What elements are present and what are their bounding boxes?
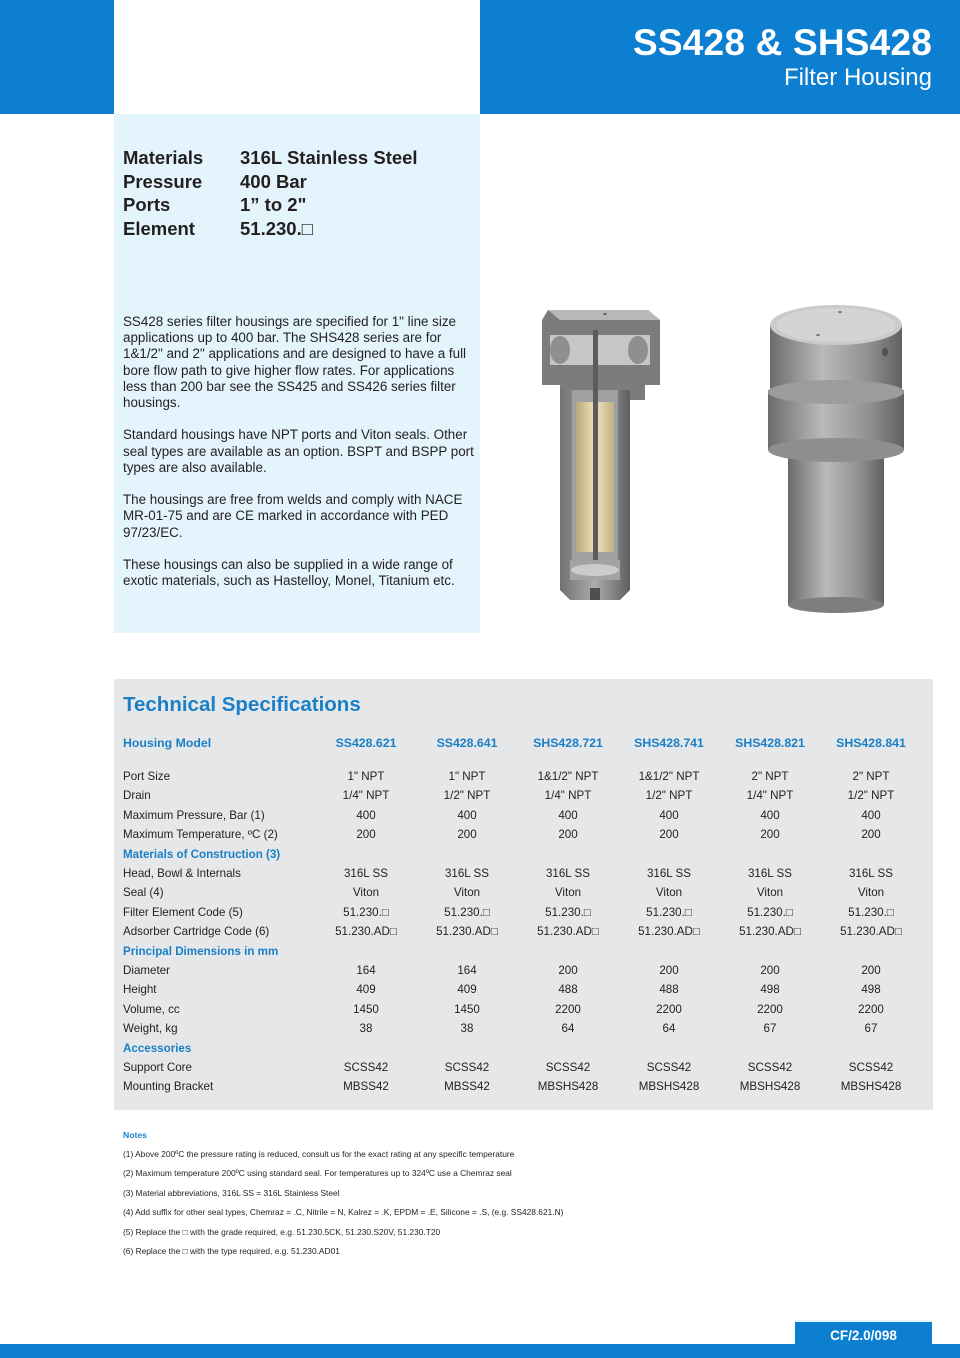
spec-key: Ports	[123, 194, 171, 215]
table-cell: 1450	[353, 1002, 379, 1016]
table-cell: 2" NPT	[852, 770, 890, 783]
row-label: Diameter	[123, 964, 171, 977]
table-row	[123, 883, 923, 902]
table-cell: 409	[457, 983, 477, 997]
table-row	[123, 1058, 923, 1077]
table-cell: 1/2" NPT	[847, 789, 895, 803]
table-cell: Viton	[554, 886, 582, 900]
section-label: Accessories	[123, 1041, 192, 1055]
spec-key: Pressure	[123, 170, 203, 192]
table-cell: 51.230.AD□	[436, 925, 498, 939]
table-cell: 200	[356, 828, 376, 842]
note-item: (6) Replace the □ with the type required, e.g. 51.230.AD01	[123, 1245, 340, 1256]
spec-pressure	[123, 170, 418, 194]
table-cell: 488	[659, 983, 679, 997]
table-cell: 51.230.AD□	[638, 925, 700, 939]
table-cell: MBSS42	[444, 1080, 490, 1094]
table-cell: 400	[760, 808, 780, 822]
table-cell: 164	[356, 964, 376, 977]
table-row	[123, 1019, 923, 1038]
table-cell: 200	[760, 828, 780, 842]
table-cell: 51.230.AD□	[739, 925, 801, 939]
table-cell: 498	[861, 983, 881, 997]
table-cell: 1/4" NPT	[544, 789, 592, 803]
table-cell: 51.230.□	[646, 905, 692, 919]
table-cell: 1/2" NPT	[645, 789, 693, 803]
table-cell: 1/4" NPT	[342, 789, 390, 803]
spec-key: Element	[123, 217, 195, 239]
table-cell: 200	[558, 828, 578, 842]
table-cell: 64	[561, 1022, 575, 1036]
model-header: SHS428.841	[836, 736, 906, 750]
table-cell: SCSS42	[848, 1061, 894, 1074]
description-paragraph: Standard housings have NPT ports and Viton seals. Other seal types are available as an option. BSPT and BSPP port types are also available.	[123, 427, 474, 475]
table-row	[123, 903, 923, 922]
table-cell: 200	[558, 964, 578, 977]
note-item: (2) Maximum temperature 200ºC using standard seal. For temperatures up to 324ºC use a Chemraz seal	[123, 1168, 512, 1179]
row-label: Head, Bowl & Internals	[123, 867, 241, 880]
table-cell: 51.230.□	[848, 905, 894, 919]
note-item: (1) Above 200ºC the pressure rating is reduced, consult us for the exact rating at any specific temperature	[123, 1149, 515, 1159]
product-subtitle: Filter Housing	[783, 64, 932, 91]
table-row	[123, 980, 923, 999]
description-paragraph: These housings can also be supplied in a wide range of exotic materials, such as Hastelloy, Monel, Titanium etc.	[123, 557, 455, 589]
table-row	[123, 806, 923, 825]
table-cell: 1/4" NPT	[746, 789, 794, 803]
table-cell: 38	[359, 1022, 373, 1036]
row-label: Support Core	[123, 1061, 192, 1074]
spec-key: Materials	[123, 147, 204, 168]
table-cell: 400	[558, 808, 578, 822]
table-cell: 67	[763, 1022, 777, 1036]
table-cell: MBSHS428	[537, 1080, 599, 1094]
table-cell: 1" NPT	[347, 770, 385, 783]
key-specs	[123, 146, 418, 240]
spec-element	[123, 217, 418, 241]
row-label: Mounting Bracket	[123, 1080, 214, 1094]
model-header: SHS428.821	[735, 736, 805, 750]
notes-title: Notes	[123, 1130, 147, 1140]
table-cell: 316L SS	[444, 867, 490, 880]
table-cell: 2200	[858, 1002, 884, 1016]
table-cell: 2200	[555, 1002, 581, 1016]
description-paragraph: The housings are free from welds and comply with NACE MR-01-75 and are CE marked in accordance with PED 97/23/EC.	[123, 492, 463, 540]
row-label: Maximum Pressure, Bar (1)	[123, 808, 265, 822]
table-cell: MBSS42	[343, 1080, 389, 1094]
table-row	[123, 825, 923, 844]
table-cell: 200	[861, 828, 881, 842]
table-row	[123, 864, 923, 883]
table-row	[123, 922, 923, 941]
description-paragraph: SS428 series filter housings are specified for 1" line size applications up to 400 bar. The SHS428 series are for 1&1/2" and 2" applications and are designed to have a full bore flow path to give higher flow rates. For applications less than 200 bar see the SS425 and SS426 series filter housings.	[123, 314, 467, 411]
table-cell: 200	[861, 964, 881, 977]
product-title: SS428 & SHS428	[633, 22, 932, 63]
table-row	[123, 767, 923, 786]
table-cell: 409	[356, 983, 376, 997]
table-cell: SCSS42	[545, 1061, 591, 1074]
model-header: SS428.641	[436, 736, 498, 750]
table-cell: 400	[861, 808, 881, 822]
document-code: CF/2.0/098	[795, 1320, 932, 1350]
section-header-row	[123, 845, 923, 864]
row-label: Filter Element Code (5)	[123, 905, 243, 919]
specs-title: Technical Specifications	[123, 693, 361, 716]
table-cell: 498	[760, 983, 780, 997]
table-cell: 64	[662, 1022, 676, 1036]
section-label: Principal Dimensions in mm	[123, 944, 279, 958]
spec-value: 316L Stainless Steel	[240, 147, 418, 168]
model-header: SHS428.721	[533, 736, 603, 750]
table-cell: 1&1/2" NPT	[638, 770, 700, 783]
row-label: Weight, kg	[123, 1022, 178, 1036]
spec-value: 1” to 2"	[240, 194, 307, 215]
table-cell: 1" NPT	[448, 770, 486, 783]
table-cell: Viton	[453, 886, 481, 900]
row-label: Maximum Temperature, ºC (2)	[123, 828, 278, 842]
description	[123, 314, 475, 606]
model-header: SS428.621	[335, 736, 397, 750]
spec-value: 400 Bar	[240, 170, 307, 192]
table-cell: MBSHS428	[739, 1080, 801, 1094]
table-row	[123, 786, 923, 805]
housing-model-header: Housing Model	[123, 736, 212, 750]
section-header-row	[123, 1039, 923, 1058]
table-cell: 200	[457, 828, 477, 842]
table-cell: 1&1/2" NPT	[537, 770, 599, 783]
table-cell: 51.230.□	[343, 905, 389, 919]
housing-cutaway-image	[520, 290, 670, 610]
table-cell: 38	[460, 1022, 474, 1036]
table-cell: Viton	[756, 886, 784, 900]
section-header-row	[123, 942, 923, 961]
table-cell: 2200	[656, 1002, 682, 1016]
table-cell: 2" NPT	[751, 770, 789, 783]
table-cell: 316L SS	[848, 867, 894, 880]
table-cell: Viton	[857, 886, 885, 900]
table-cell: SCSS42	[444, 1061, 490, 1074]
table-row	[123, 1077, 923, 1096]
table-row	[123, 1000, 923, 1019]
row-label: Drain	[123, 789, 151, 803]
note-item: (3) Material abbreviations, 316L SS = 316L Stainless Steel	[123, 1187, 340, 1198]
table-cell: 200	[760, 964, 780, 977]
table-cell: Viton	[352, 886, 380, 900]
table-cell: 200	[659, 828, 679, 842]
table-cell: 316L SS	[545, 867, 591, 880]
row-label: Height	[123, 983, 157, 997]
spec-ports	[123, 193, 418, 217]
table-cell: 67	[864, 1022, 878, 1036]
row-label: Port Size	[123, 770, 171, 783]
table-cell: 51.230.□	[545, 905, 591, 919]
table-cell: SCSS42	[343, 1061, 389, 1074]
model-header: SHS428.741	[634, 736, 704, 750]
table-cell: 316L SS	[747, 867, 793, 880]
table-cell: 1450	[454, 1002, 480, 1016]
table-cell: SCSS42	[747, 1061, 793, 1074]
spec-materials	[123, 146, 418, 170]
header-accent-block	[0, 0, 114, 114]
table-row	[123, 961, 923, 980]
table-cell: 164	[457, 964, 477, 977]
table-cell: 51.230.□	[747, 905, 793, 919]
table-cell: MBSHS428	[840, 1080, 902, 1094]
table-cell: 1/2" NPT	[443, 789, 491, 803]
row-label: Adsorber Cartridge Code (6)	[123, 925, 270, 939]
table-cell: 400	[356, 808, 376, 822]
table-cell: Viton	[655, 886, 683, 900]
table-cell: 400	[659, 808, 679, 822]
spec-value: 51.230.□	[240, 217, 313, 239]
table-cell: 488	[558, 983, 578, 997]
table-cell: SCSS42	[646, 1061, 692, 1074]
note-item: (5) Replace the □ with the grade required, e.g. 51.230.5CK, 51.230.S20V, 51.230.T20	[123, 1226, 441, 1237]
table-cell: 200	[659, 964, 679, 977]
note-item: (4) Add suffix for other seal types, Chemraz = .C, Nitrile = N, Kalrez = .K, EPDM = .E, Silicone = .S, (e.g. SS428.621.N)	[123, 1207, 564, 1218]
table-cell: 2200	[757, 1002, 783, 1016]
table-cell: 51.230.AD□	[537, 925, 599, 939]
table-cell: 400	[457, 808, 477, 822]
table-cell: 316L SS	[646, 867, 692, 880]
table-cell: 316L SS	[343, 867, 389, 880]
housing-exterior-image	[760, 290, 910, 620]
section-label: Materials of Construction (3)	[123, 847, 281, 861]
notes	[123, 1130, 563, 1265]
row-label: Volume, cc	[123, 1002, 180, 1016]
row-label: Seal (4)	[123, 886, 164, 900]
table-cell: 51.230.AD□	[335, 925, 397, 939]
table-cell: 51.230.□	[444, 905, 490, 919]
table-cell: 51.230.AD□	[840, 925, 902, 939]
header-banner	[480, 0, 960, 114]
table-cell: MBSHS428	[638, 1080, 700, 1094]
